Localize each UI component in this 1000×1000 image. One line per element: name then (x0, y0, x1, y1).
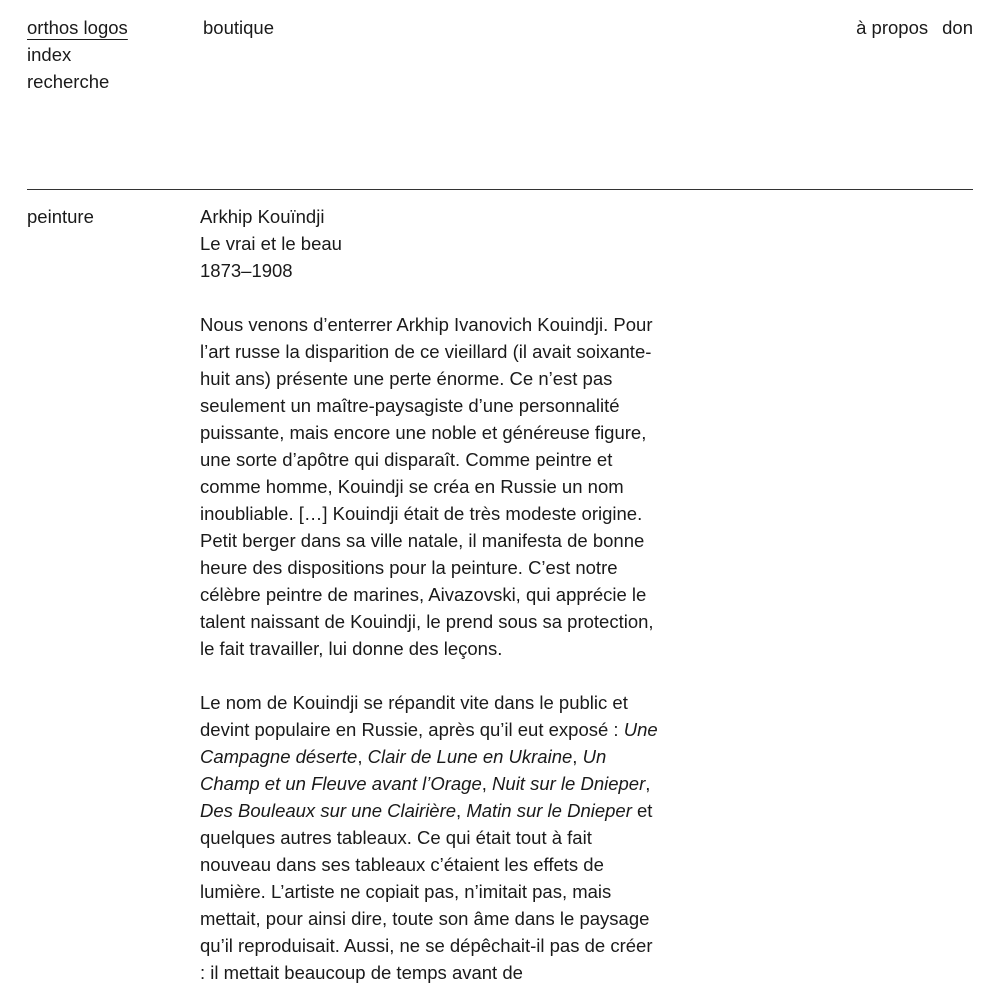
article-author: Arkhip Kouïndji (200, 206, 325, 227)
article-paragraph (200, 689, 660, 986)
separator: , (481, 773, 493, 794)
nav-index-link[interactable]: index (27, 44, 72, 65)
separator: , (572, 746, 583, 767)
paragraph-text: Le nom de Kouindji se répandit vite dans le public et devint populaire en Russie, après qu’il eut exposé : (200, 692, 628, 740)
article (200, 203, 660, 986)
nav-search-link[interactable]: recherche (27, 71, 110, 92)
artwork-title: Un Champ et un Fleuve avant l’Orage (200, 746, 607, 794)
artwork-title: Nuit sur le Dnieper (492, 773, 646, 794)
artwork-title: Clair de Lune en Ukraine (367, 746, 573, 767)
article-title: Le vrai et le beau (200, 233, 342, 254)
nav-donate-link[interactable]: don (942, 17, 973, 38)
header-divider (27, 189, 973, 190)
artwork-title: Des Bouleaux sur une Clairière (200, 800, 457, 821)
nav-shop-link[interactable]: boutique (203, 17, 274, 38)
separator: , (456, 800, 467, 821)
article-dates: 1873–1908 (200, 260, 293, 281)
artwork-title: Matin sur le Dnieper (466, 800, 632, 821)
article-meta (200, 203, 660, 284)
separator: , (645, 773, 651, 794)
nav-home-link[interactable]: orthos logos (27, 17, 128, 38)
artwork-title: Une Campagne déserte (200, 719, 658, 767)
category-link[interactable]: peinture (27, 206, 94, 227)
article-paragraph: Nous venons d’enterrer Arkhip Ivanovich Kouindji. Pour l’art russe la disparition de ce vieillard (il avait soixante-huit ans) présente une perte énorme. Ce n’est pas seulement un maître-paysagiste d’une personnalité puissante, mais encore une noble et généreuse figure, une sorte d’apôtre qui disparaît. Comme peintre et comme homme, Kouindji se créa en Russie un nom inoubliable. […] Kouindji était de très modeste origine. Petit berger dans sa ville natale, il manifesta de bonne heure des dispositions pour la peinture. C’est notre célèbre peintre de marines, Aivazovski, qui apprécie le talent naissant de Kouindji, le prend sous sa protection, le fait travailler, lui donne des leçons. (200, 314, 654, 659)
primary-nav (27, 14, 128, 95)
paragraph-text: et quelques autres tableaux. Ce qui était tout à fait nouveau dans ses tableaux c’étaient les effets de lumière. L’artiste ne copiait pas, n’imitait pas, mais mettait, pour ainsi dire, toute son âme dans le paysage qu’il reproduisait. Aussi, ne se dépêchait-il pas de créer : il mettait beaucoup de temps avant de (200, 800, 653, 983)
nav-about-link[interactable]: à propos (856, 17, 929, 38)
secondary-nav (856, 14, 973, 41)
separator: , (357, 746, 368, 767)
